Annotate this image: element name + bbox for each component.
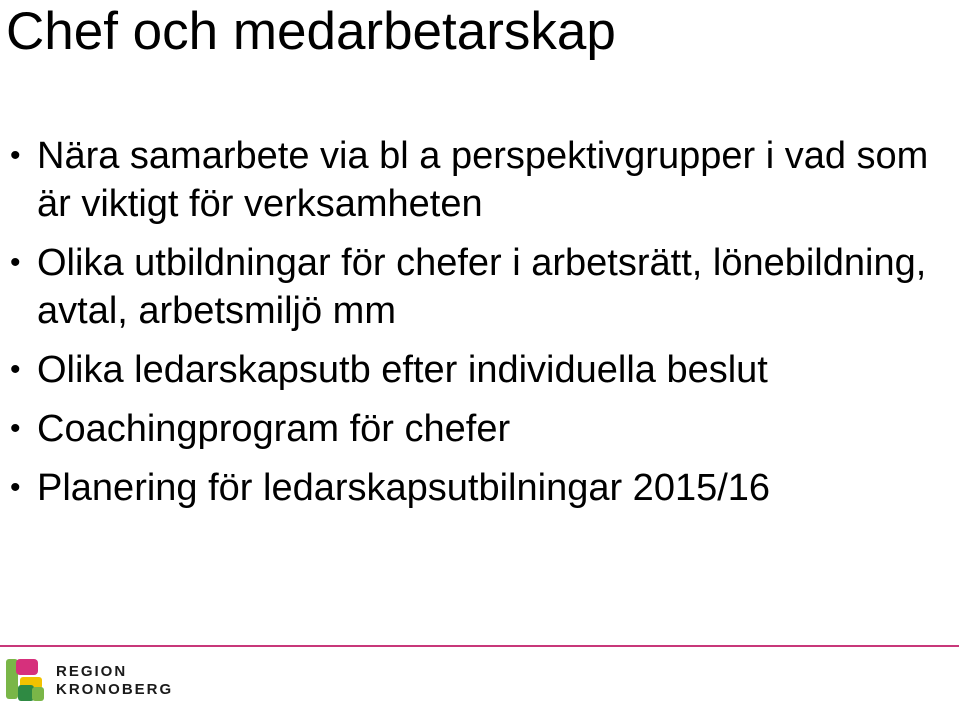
bullet-text: Olika ledarskapsutb efter individuella beslut (37, 349, 768, 391)
logo-text-kronoberg: KRONOBERG (56, 681, 174, 698)
bullet-dot-icon: • (10, 246, 21, 279)
bullet-item (10, 346, 930, 394)
region-kronoberg-logo (6, 657, 174, 703)
bullet-text: Planering för ledarskapsutbilningar 2015/16 (37, 467, 771, 509)
bullet-dot-icon: • (10, 353, 21, 386)
footer-divider (0, 645, 959, 647)
bullet-list (10, 132, 930, 523)
bullet-item (10, 464, 930, 512)
bullet-dot-icon: • (10, 471, 21, 504)
bullet-text: Coachingprogram för chefer (37, 408, 511, 450)
bullet-item (10, 405, 930, 453)
bullet-text: Nära samarbete via bl a perspektivgrupper i vad som är viktigt för verksamheten (37, 135, 929, 225)
bullet-item (10, 132, 930, 228)
bullet-dot-icon: • (10, 139, 21, 172)
bullet-item (10, 239, 930, 335)
logo-text-region: REGION (56, 663, 128, 680)
bullet-dot-icon: • (10, 412, 21, 445)
region-kronoberg-logo-icon (6, 657, 46, 703)
slide-title: Chef och medarbetarskap (6, 2, 616, 61)
bullet-text: Olika utbildningar för chefer i arbetsrätt, lönebildning, avtal, arbetsmiljö mm (37, 242, 927, 332)
